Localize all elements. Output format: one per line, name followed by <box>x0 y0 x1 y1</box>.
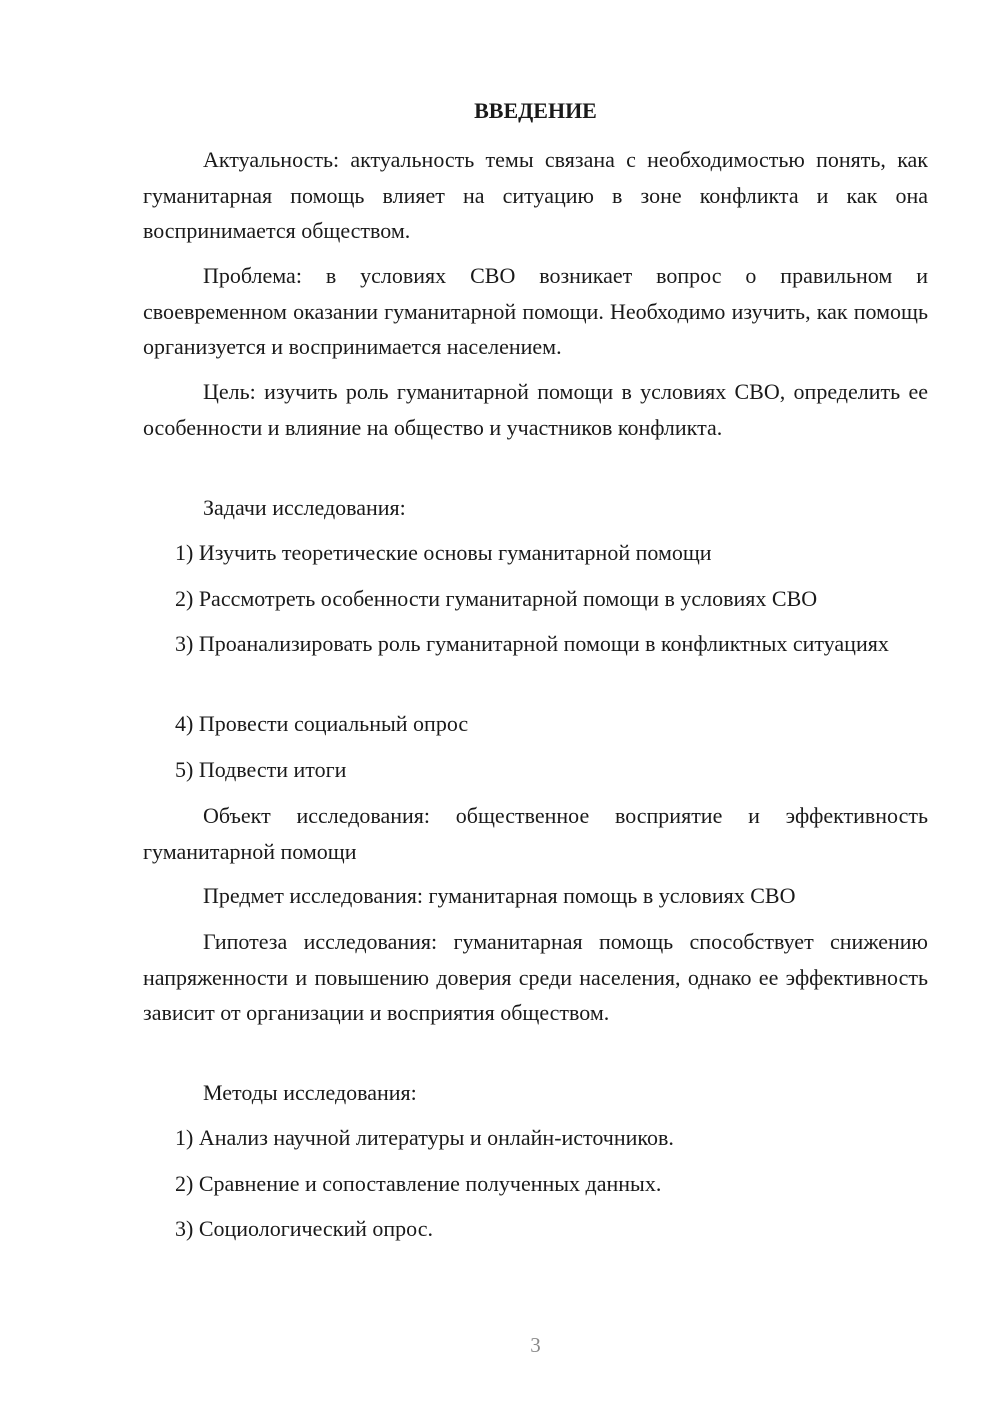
page-number: 3 <box>530 1333 541 1357</box>
page-title: ВВЕДЕНИЕ <box>474 98 597 123</box>
hypothesis-paragraph: Гипотеза исследования: гуманитарная помощь способствует снижению напряженности и повышению доверия среди населения, однако ее эффективность зависит от организации и восприятия обществом. <box>143 929 928 1025</box>
method-item: 3) Социологический опрос. <box>175 1216 433 1241</box>
methods-heading: Методы исследования: <box>203 1080 417 1105</box>
method-item: 2) Сравнение и сопоставление полученных данных. <box>175 1171 662 1196</box>
task-item: 3) Проанализировать роль гуманитарной помощи в конфликтных ситуациях <box>175 631 889 656</box>
task-item: 1) Изучить теоретические основы гуманитарной помощи <box>175 540 712 565</box>
subject-paragraph: Предмет исследования: гуманитарная помощь в условиях СВО <box>203 883 796 908</box>
task-item: 4) Провести социальный опрос <box>175 711 469 736</box>
relevance-paragraph: Актуальность: актуальность темы связана с необходимостью понять, как гуманитарная помощь влияет на ситуацию в зоне конфликта и как она воспринимается обществом. <box>143 147 928 243</box>
task-item: 5) Подвести итоги <box>175 757 347 782</box>
goal-paragraph: Цель: изучить роль гуманитарной помощи в условиях СВО, определить ее особенности и влияние на общество и участников конфликта. <box>143 379 928 440</box>
document-page <box>143 0 928 1414</box>
method-item: 1) Анализ научной литературы и онлайн-источников. <box>175 1125 674 1150</box>
problem-paragraph: Проблема: в условиях СВО возникает вопрос о правильном и своевременном оказании гуманитарной помощи. Необходимо изучить, как помощь организуется и воспринимается населением. <box>143 263 928 359</box>
tasks-heading: Задачи исследования: <box>203 495 406 520</box>
object-paragraph: Объект исследования: общественное восприятие и эффективность гуманитарной помощи <box>143 803 928 864</box>
task-item: 2) Рассмотреть особенности гуманитарной помощи в условиях СВО <box>175 586 818 611</box>
